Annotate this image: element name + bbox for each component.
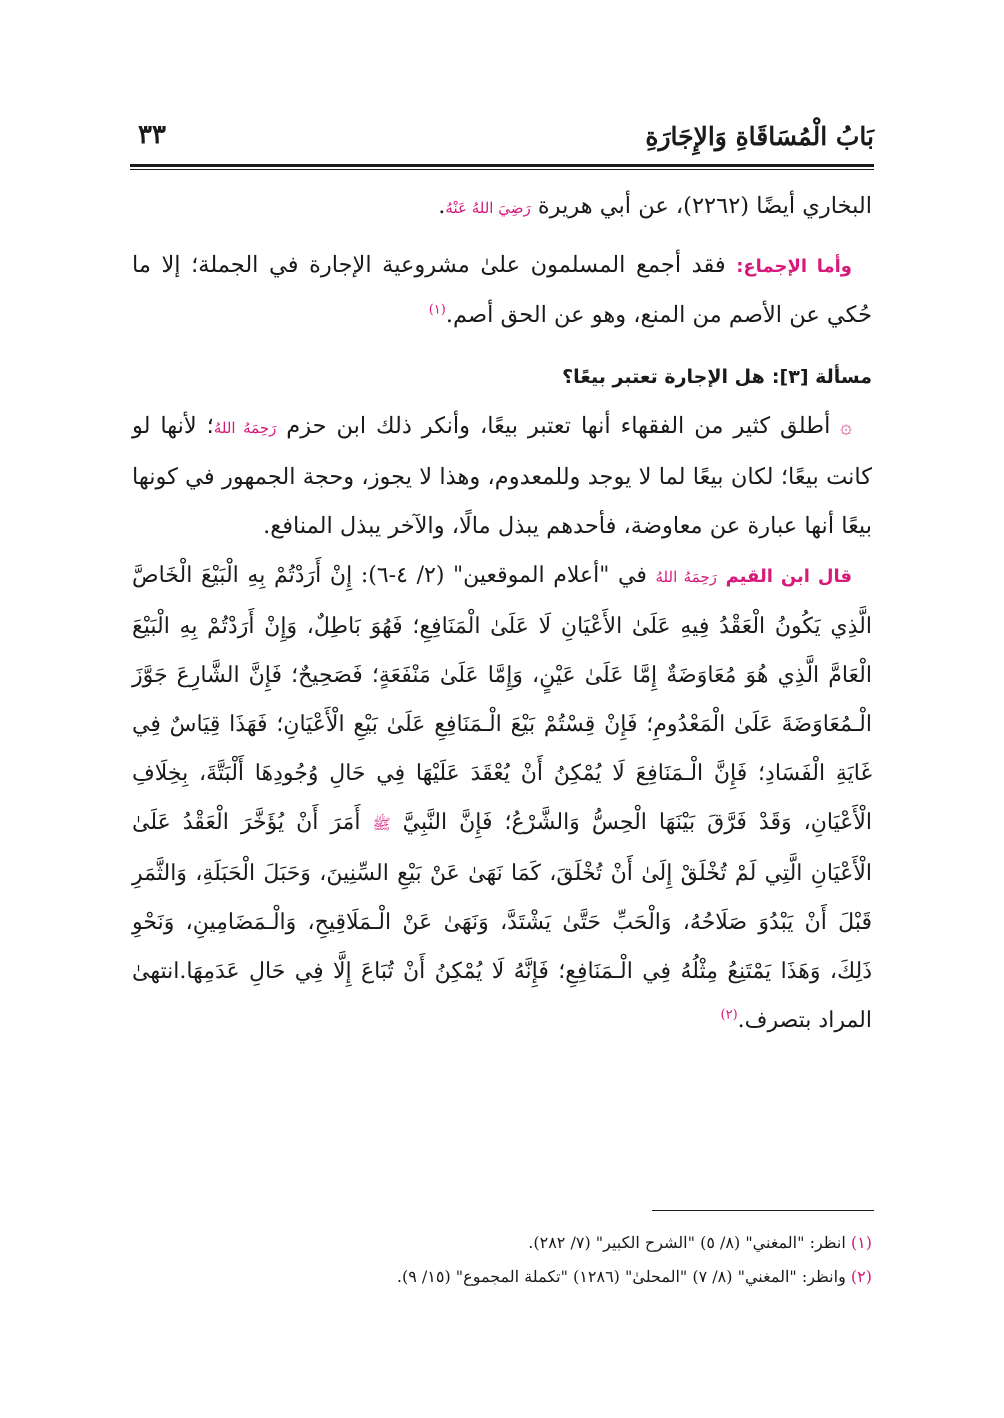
question-heading <box>132 352 872 402</box>
honorific-rahimahullah: رَحِمَهُ اللهُ <box>213 419 277 437</box>
flower-ornament-icon: ۞ <box>840 414 852 438</box>
question-label: مسألة [٣]: <box>771 366 872 388</box>
footnote-item: (١) انظر: "المغني" (٨/ ٥) "الشرح الكبير" (٧/ ٢٨٢). <box>528 1233 872 1252</box>
footnote-ref-1[interactable]: (١) <box>428 302 446 318</box>
paragraph-ibn-qayyim-quote <box>132 551 872 1045</box>
paragraph-continuation: البخاري أيضًا (٢٢٦٢)، عن أبي هريرة رَضِيَ اللهُ عَنْهُ. <box>438 193 872 219</box>
footnote-rule <box>652 1210 874 1211</box>
page-number: ٣٣ <box>138 120 166 150</box>
footnote-ref-2[interactable]: (٢) <box>720 1007 738 1023</box>
salutation-icon: ﷺ <box>372 815 391 833</box>
lead-label-ijma: وأما الإجماع: <box>736 256 852 277</box>
page-body <box>132 182 872 1045</box>
chapter-title: بَابُ الْمُسَاقَاةِ وَالإِجَارَةِ <box>645 122 874 151</box>
honorific-radiallah: رَضِيَ اللهُ عَنْهُ <box>445 199 531 217</box>
footnote-item: (٢) وانظر: "المغني" (٨/ ٧) "المحلىٰ" (١٢٨٦) "تكملة المجموع" (١٥/ ٩). <box>396 1267 872 1286</box>
honorific-rahimahullah-2: رَحِمَهُ اللهُ <box>655 568 717 586</box>
footnotes <box>132 1226 872 1294</box>
quote-part-b: أَمَرَ أَنْ يُؤَخَّرَ الْعَقْدُ عَلَىٰ الْأَعْيَانِ الَّتِي لَمْ تُخْلَقْ إِلَىٰ أَنْ تُخْلَقَ، كَمَا نَهَىٰ عَنْ بَيْعِ السِّنِينَ، وَحَبَلَ الْحَبَلَةِ، وَالثَّمَرِ قَبْلَ أَنْ يَبْدُوَ صَلَاحُهُ، وَالْحَبِّ حَتَّىٰ يَشْتَدَّ، وَنَهَىٰ عَنْ الْـمَلَاقِيحِ، وَالْـمَضَامِينِ، وَنَحْوِ ذَلِكَ، وَهَذَا يَمْتَنِعُ مِثْلُهُ فِي الْـمَنَافِعِ؛ فَإِنَّهُ لَا يُمْكِنُ أَنْ تُبَاعَ إِلَّا فِي حَالِ عَدَمِهَا. <box>132 810 872 984</box>
page-header <box>130 118 874 158</box>
source-reference: في "أعلام الموقعين" (٢/ ٤-٦): <box>360 563 647 588</box>
question-title: هل الإجارة تعتبر بيعًا؟ <box>562 366 765 388</box>
quote-end-note: انتهىٰ المراد بتصرف. <box>132 959 872 1033</box>
paragraph-answer: ۞ أطلق كثير من الفقهاء أنها تعتبر بيعًا، وأنكر ذلك ابن حزم رَحِمَهُ اللهُ؛ لأنها لو كانت بيعًا؛ لكان بيعًا لما لا يوجد وللمعدوم، وهذا لا يجوز، وحجة الجمهور في كونها بيعًا أنها عبارة عن معاوضة، فأحدهم يبذل مالًا، والآخر يبذل المنافع. <box>132 413 872 539</box>
lead-label-ibn-qayyim: قال ابن القيم <box>725 566 853 587</box>
header-rule <box>130 164 874 170</box>
paragraph-ijma: وأما الإجماع: فقد أجمع المسلمون علىٰ مشروعية الإجارة في الجملة؛ إلا ما حُكي عن الأصم من المنع، وهو عن الحق أصم.$^{(١)}$ <box>132 252 872 328</box>
quote-part-a: إِنْ أَرَدْتُمْ بِهِ الْبَيْعَ الْخَاصَّ الَّذِي يَكُونُ الْعَقْدُ فِيهِ عَلَىٰ الأَعْيَانِ لَا عَلَىٰ الْمَنَافِعِ؛ فَهُوَ بَاطِلٌ، وَإِنْ أَرَدْتُمْ بِهِ الْبَيْعَ الْعَامَّ الَّذِي هُوَ مُعَاوَضَةٌ إِمَّا عَلَىٰ عَيْنٍ، وَإِمَّا عَلَىٰ مَنْفَعَةٍ؛ فَصَحِيحٌ؛ فَإِنَّ الشَّارِعَ جَوَّزَ الْـمُعَاوَضَةَ عَلَىٰ الْمَعْدُومِ؛ فَإِنْ قِسْتُمْ بَيْعَ الْـمَنَافِعِ عَلَىٰ بَيْعِ الْأَعْيَانِ؛ فَهَذَا قِيَاسٌ فِي غَايَةِ الْفَسَادِ؛ فَإِنَّ الْـمَنَافِعَ لَا يُمْكِنُ أَنْ يُعْقَدَ عَلَيْهَا فِي حَالِ وُجُودِهَا أَلْبَتَّةَ، بِخِلَافِ الْأَعْيَانِ، وَقَدْ فَرَّقَ بَيْنَهَا الْحِسُّ وَالشَّرْعُ؛ فَإِنَّ النَّبِيَّ <box>132 563 872 835</box>
